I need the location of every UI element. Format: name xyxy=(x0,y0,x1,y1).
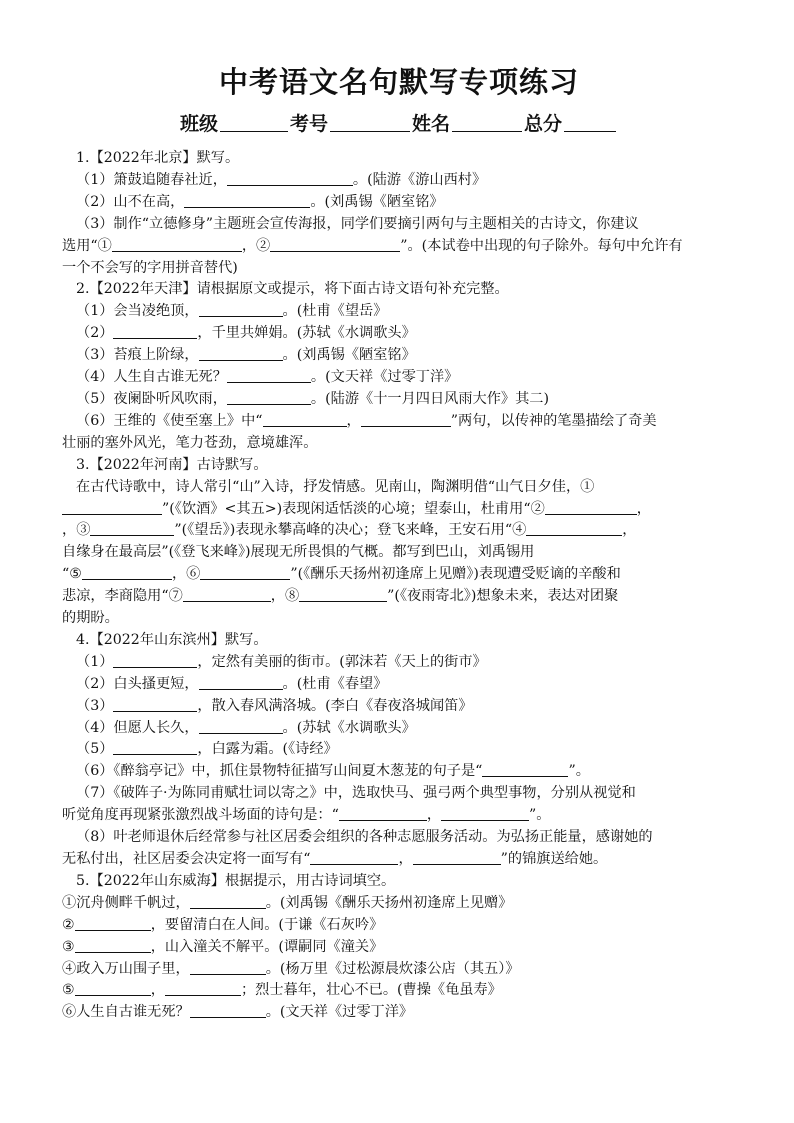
paragraph-line: ”(《饮酒》<其五>)表现闲适恬淡的心境；望泰山，杜甫用“② ， xyxy=(62,499,736,521)
question-line: （5）夜阑卧听风吹雨， 。(陆游《十一月四日风雨大作》其二) xyxy=(76,390,549,407)
question-line: ⑤ ， ；烈士暮年，壮心不已。(曹操《龟虽寿》 xyxy=(62,982,502,999)
question-line: （2）白头搔更短， 。(杜甫《春望》 xyxy=(76,675,388,692)
question-line: ⑥人生自古谁无死？ 。(文天祥《过零丁洋》 xyxy=(62,1004,414,1021)
answer-blank[interactable] xyxy=(113,652,197,668)
answer-blank[interactable] xyxy=(526,520,622,536)
question-line: （2）山不在高， 。(刘禹锡《陋室铭》 xyxy=(76,193,444,210)
answer-blank[interactable] xyxy=(441,805,529,821)
question-line: （8）叶老师退休后经常参与社区居委会组织的各种志愿服务活动。为弘扬正能量，感谢她的 xyxy=(76,829,653,846)
answer-blank[interactable] xyxy=(82,564,172,580)
question-line: （6）王维的《使至塞上》中“ ， ”两句，以传神的笔墨描绘了奇美 xyxy=(76,412,657,429)
question-line: 无私付出，社区居委会决定将一面写有“ ， ”的锦旗送给她。 xyxy=(62,851,608,867)
question-line: 一个不会写的字用拼音替代) xyxy=(62,259,238,276)
question-line: （1） ，定然有美丽的街市。(郭沫若《天上的街市》 xyxy=(76,653,487,670)
answer-blank[interactable] xyxy=(184,192,310,208)
answer-blank[interactable] xyxy=(75,980,151,996)
answer-blank[interactable] xyxy=(199,345,283,361)
score-blank[interactable] xyxy=(564,111,616,132)
answer-blank[interactable] xyxy=(190,1002,266,1018)
paragraph-line: 的期盼。 xyxy=(62,610,119,627)
answer-blank[interactable] xyxy=(113,696,197,712)
paragraph-line: “⑤ ，⑥ ”(《酬乐天扬州初逢席上见赠》)表现遭受贬谪的辛酸和 xyxy=(62,566,621,583)
exam-no-blank[interactable] xyxy=(330,111,410,132)
answer-blank[interactable] xyxy=(113,739,197,755)
paragraph-line: 在古代诗歌中，诗人常引“山”入诗，抒发情感。见南山，陶渊明借“山气日夕佳，① xyxy=(76,478,595,495)
question-line: 壮丽的塞外风光，笔力苍劲，意境雄浑。 xyxy=(62,434,318,451)
questions xyxy=(62,148,736,1024)
answer-blank[interactable] xyxy=(263,411,347,427)
question-line: （5） ，白露为霜。(《诗经》 xyxy=(76,741,338,758)
paragraph-line: 悲凉，李商隐用“⑦ ，⑧ ”(《夜雨寄北》)想象未来，表达对团聚 xyxy=(62,588,619,605)
answer-blank[interactable] xyxy=(270,236,400,252)
question-heading: 1.【2022年北京】默写。 xyxy=(76,150,240,166)
answer-blank[interactable] xyxy=(227,170,353,186)
answer-blank[interactable] xyxy=(310,849,398,865)
question-line: （1）会当凌绝顶， 。(杜甫《望岳》 xyxy=(76,303,388,320)
answer-blank[interactable] xyxy=(199,301,283,317)
name-blank[interactable] xyxy=(452,111,522,132)
answer-blank[interactable] xyxy=(545,499,637,515)
name-label: 姓名 xyxy=(412,113,451,135)
question-line: （6）《醉翁亭记》中，抓住景物特征描写山间夏木葱茏的句子是“ ”。 xyxy=(76,763,590,780)
question-line: ③ ，山入潼关不解平。(谭嗣同《潼关》 xyxy=(62,938,384,955)
class-blank[interactable] xyxy=(220,111,288,132)
answer-blank[interactable] xyxy=(113,323,197,339)
answer-blank[interactable] xyxy=(413,849,501,865)
answer-blank[interactable] xyxy=(75,937,151,953)
answer-blank[interactable] xyxy=(299,586,387,602)
answer-blank[interactable] xyxy=(183,586,271,602)
question-line: （4）但愿人长久， 。(苏轼《水调歌头》 xyxy=(76,719,416,736)
answer-blank[interactable] xyxy=(199,674,283,690)
answer-blank[interactable] xyxy=(227,367,311,383)
question-line: （2） ，千里共婵娟。(苏轼《水调歌头》 xyxy=(76,325,416,342)
question-line: ④政入万山围子里， 。(杨万里《过松源晨炊漆公店（其五）》 xyxy=(62,960,520,977)
question-line: 选用“① ，② ”。(本试卷中出现的句子除外。每句中允许有 xyxy=(62,237,683,254)
answer-blank[interactable] xyxy=(62,499,162,515)
question-heading: 5.【2022年山东威海】根据提示，用古诗词填空。 xyxy=(76,872,396,889)
answer-blank[interactable] xyxy=(190,893,266,909)
question-line: （3）制作“立德修身”主题班会宣传海报，同学们要摘引两句与主题相关的古诗文，你建议 xyxy=(76,215,639,232)
answer-blank[interactable] xyxy=(199,718,283,734)
question-line: （1）箫鼓追随春社近， 。(陆游《游山西村》 xyxy=(76,171,487,188)
question-heading: 4.【2022年山东滨州】默写。 xyxy=(76,631,268,648)
question-line: （3）苔痕上阶绿， 。(刘禹锡《陋室铭》 xyxy=(76,347,416,364)
answer-blank[interactable] xyxy=(227,389,311,405)
question-line: 听觉角度再现紧张激烈战斗场面的诗句是：“ ， ”。 xyxy=(62,807,551,824)
answer-blank[interactable] xyxy=(339,805,427,821)
question-line: （3） ，散入春风满洛城。(李白《春夜洛城闻笛》 xyxy=(76,697,473,714)
question-line: ①沉舟侧畔千帆过， 。(刘禹锡《酬乐天扬州初逢席上见赠》 xyxy=(62,894,513,911)
exam-no-label: 考号 xyxy=(289,113,328,135)
answer-blank[interactable] xyxy=(90,520,174,536)
question-line: ② ，要留清白在人间。(于谦《石灰吟》 xyxy=(62,916,384,933)
question-line: （7）《破阵子·为陈同甫赋壮词以寄之》中，选取快马、强弓两个典型事物，分别从视觉和 xyxy=(76,785,636,802)
question-line: （4）人生自古谁无死？ 。(文天祥《过零丁洋》 xyxy=(76,369,459,386)
question-heading: 2.【2022年天津】请根据原文或提示，将下面古诗文语句补充完整。 xyxy=(76,281,509,298)
page-title: 中考语文名句默写专项练习 xyxy=(218,65,579,99)
answer-blank[interactable] xyxy=(361,411,451,427)
answer-blank[interactable] xyxy=(75,915,151,931)
answer-blank[interactable] xyxy=(200,564,290,580)
paragraph-line: 自缘身在最高层”(《登飞来峰》)展现无所畏惧的气概。都写到巴山，刘禹锡用 xyxy=(62,544,535,561)
question-heading: 3.【2022年河南】古诗默写。 xyxy=(76,456,268,473)
answer-blank[interactable] xyxy=(112,236,242,252)
answer-blank[interactable] xyxy=(482,761,568,777)
answer-blank[interactable] xyxy=(190,959,266,975)
answer-blank[interactable] xyxy=(165,980,241,996)
paragraph-line: ，③ ”(《望岳》)表现永攀高峰的决心；登飞来峰，王安石用“④ ， xyxy=(62,522,637,539)
class-label: 班级 xyxy=(179,113,218,135)
student-info-line xyxy=(62,110,736,138)
score-label: 总分 xyxy=(524,113,563,135)
